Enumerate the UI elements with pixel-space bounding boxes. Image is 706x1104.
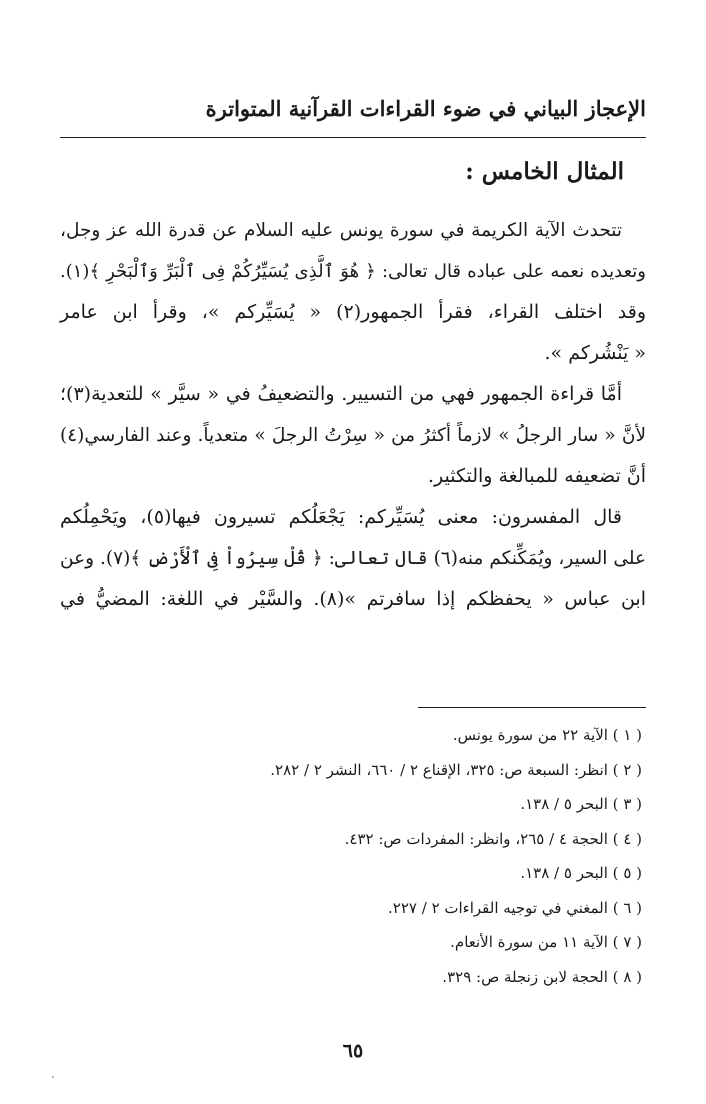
body-text — [60, 210, 646, 620]
footnotes — [60, 718, 642, 994]
page-number: ٦٥ — [342, 1040, 364, 1062]
footnote: ( ٤ ) الحجة ٤ / ٢٦٥، وانظر: المفردات ص: ٤٣٢. — [344, 829, 642, 848]
footnote: ( ٥ ) البحر ٥ / ١٣٨. — [520, 864, 642, 882]
body-line: وقد اختلف القراء، فقرأ الجمهور(٢) « يُسَيِّركم »، وقرأ ابن عامر — [60, 301, 646, 323]
running-head: الإعجاز البياني في ضوء القراءات القرآنية المتواترة — [205, 96, 646, 121]
body-line: أمَّا قراءة الجمهور فهي من التسيير. والتضعيفُ في « سيَّر » للتعدية(٣)؛ — [60, 383, 622, 405]
footnote: ( ١ ) الآية ٢٢ من سورة يونس. — [452, 726, 642, 744]
header-divider — [60, 137, 646, 138]
body-line: « يَنْشُركم ». — [544, 342, 646, 364]
footnote: ( ٣ ) البحر ٥ / ١٣٨. — [520, 795, 642, 813]
footnote: ( ٦ ) المغني في توجيه القراءات ٢ / ٢٢٧. — [388, 898, 642, 917]
body-line: لأنَّ « سار الرجلُ » لازماً أكثرُ من « سِرْتُ الرجلَ » متعدياً. وعند الفارسي(٤) — [60, 425, 646, 446]
body-line: قال المفسرون: معنى يُسَيِّركم: يَجْعَلُكم تسيرون فيها(٥)، ويَحْمِلُكم — [60, 506, 622, 528]
footnote: ( ٧ ) الآية ١١ من سورة الأنعام. — [450, 933, 642, 951]
body-line: على السير، ويُمَكِّنكم منه(٦) قال تعالى: ﴿ قُلْ سِيرُواْ فِى ٱلْأَرْضِ ﴾(٧). وعن — [60, 548, 646, 569]
footnote-divider — [418, 707, 646, 708]
body-line: أنَّ تضعيفه للمبالغة والتكثير. — [428, 465, 646, 487]
body-line: تتحدث الآية الكريمة في سورة يونس عليه السلام عن قدرة الله عز وجل، — [60, 220, 622, 241]
body-line: وتعديده نعمه على عباده قال تعالى: ﴿ هُوَ ٱلَّذِى يُسَيِّرُكُمْ فِى ٱلْبَرِّ وَٱلْبَحْرِ ﴾(١). — [60, 261, 646, 282]
body-line: ابن عباس « يحفظكم إذا سافرتم »(٨). والسَّيْر في اللغة: المضيُّ في — [60, 588, 647, 610]
footnote: ( ٢ ) انظر: السبعة ص: ٣٢٥، الإقناع ٢ / ٦٦٠، النشر ٢ / ٢٨٢. — [270, 760, 642, 779]
scan-speck — [52, 1076, 54, 1078]
footnote: ( ٨ ) الحجة لابن زنجلة ص: ٣٢٩. — [442, 967, 642, 986]
section-heading: المثال الخامس : — [465, 158, 624, 185]
